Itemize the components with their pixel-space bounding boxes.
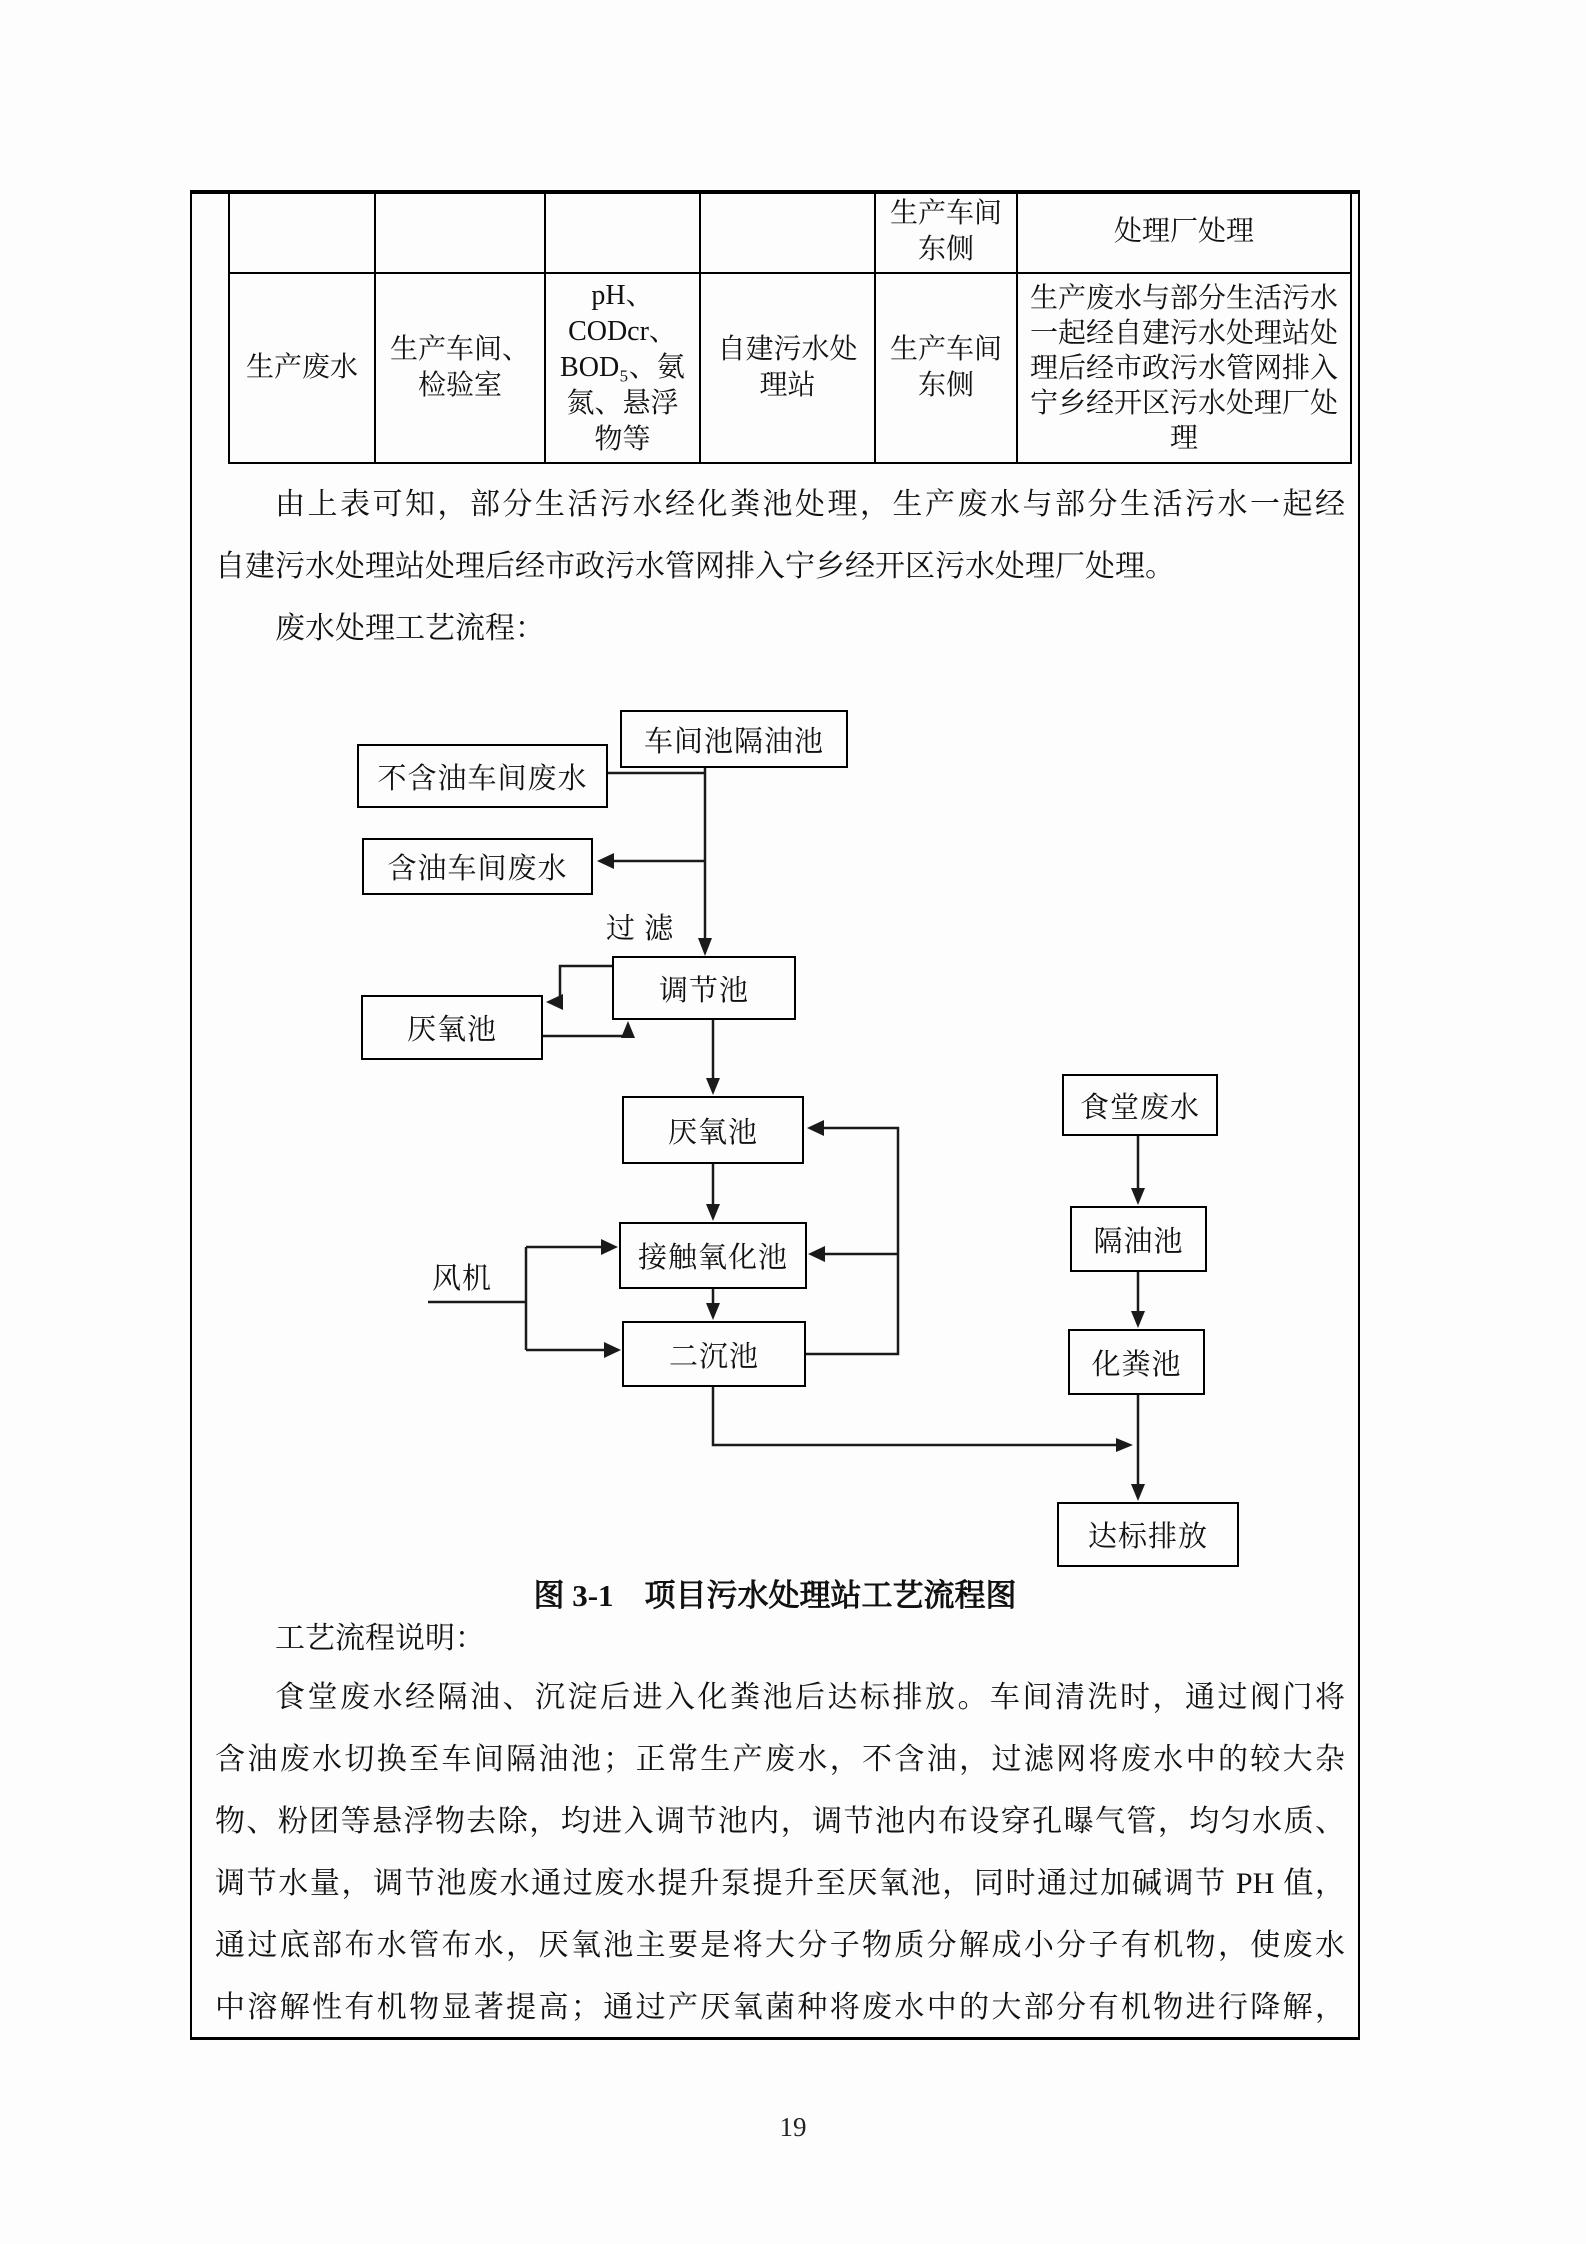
flow-box-contact-oxidation-tank: 接触氧化池 xyxy=(619,1222,807,1289)
page-number: 19 xyxy=(779,2112,807,2142)
description-line: 含油废水切换至车间隔油池；正常生产废水，不含油，过滤网将废水中的较大杂 xyxy=(215,1743,1345,1776)
flow-box-secondary-sedimentation-tank: 二沉池 xyxy=(622,1321,806,1387)
table-cell: 生产车间、检验室 xyxy=(375,273,545,463)
description-line: 通过底部布水管布水，厌氧池主要是将大分子物质分解成小分子有机物，使废水 xyxy=(215,1929,1345,1962)
flow-box-anaerobic-tank-2: 厌氧池 xyxy=(622,1096,804,1164)
table-cell xyxy=(375,191,545,273)
flow-box-grease-trap: 隔油池 xyxy=(1070,1206,1207,1272)
figure-caption: 图 3-1 项目污水处理站工艺流程图 xyxy=(533,1578,1017,1613)
description-line: 食堂废水经隔油、沉淀后进入化粪池后达标排放。车间清洗时，通过阀门将 xyxy=(275,1681,1345,1714)
table-row xyxy=(229,191,1351,273)
paragraph-line: 自建污水处理站处理后经市政污水管网排入宁乡经开区污水处理厂处理。 xyxy=(215,550,1175,583)
flow-label-fan: 风机 xyxy=(432,1263,493,1295)
table-cell: pH、CODcr、BOD₅、氨氮、悬浮物等 xyxy=(545,273,700,463)
table-cell: 处理厂处理 xyxy=(1017,191,1351,273)
flow-box-regulating-tank: 调节池 xyxy=(612,956,796,1020)
flow-label-filter: 过 滤 xyxy=(606,913,675,945)
paragraph-line: 由上表可知，部分生活污水经化粪池处理，生产废水与部分生活污水一起经 xyxy=(275,488,1345,521)
table-cell xyxy=(700,191,875,273)
wastewater-table xyxy=(228,190,1352,464)
flow-box-oily-wastewater: 含油车间废水 xyxy=(362,838,593,895)
paragraph-line: 废水处理工艺流程： xyxy=(275,612,545,645)
table-cell: 生产车间东侧 xyxy=(875,191,1017,273)
flow-box-discharge: 达标排放 xyxy=(1057,1502,1239,1567)
flow-box-workshop-grease-pit: 车间池隔油池 xyxy=(620,710,848,768)
flow-box-canteen-wastewater: 食堂废水 xyxy=(1062,1074,1218,1136)
flow-box-septic-tank: 化粪池 xyxy=(1068,1329,1205,1395)
table-cell xyxy=(229,191,375,273)
flow-box-non-oily-wastewater: 不含油车间废水 xyxy=(357,744,608,808)
flow-box-anaerobic-tank-1: 厌氧池 xyxy=(361,995,543,1060)
table-row xyxy=(229,273,1351,463)
description-line: 物、粉团等悬浮物去除，均进入调节池内，调节池内布设穿孔曝气管，均匀水质、 xyxy=(215,1805,1345,1838)
description-line: 调节水量，调节池废水通过废水提升泵提升至厌氧池，同时通过加碱调节 PH 值， xyxy=(215,1867,1345,1900)
description-title: 工艺流程说明： xyxy=(275,1622,485,1655)
table-cell: 生产废水与部分生活污水一起经自建污水处理站处理后经市政污水管网排入宁乡经开区污水处理厂处理 xyxy=(1017,273,1351,463)
table-cell: 生产车间东侧 xyxy=(875,273,1017,463)
description-line: 中溶解性有机物显著提高；通过产厌氧菌种将废水中的大部分有机物进行降解， xyxy=(215,1991,1345,2024)
table-cell xyxy=(545,191,700,273)
table-cell: 生产废水 xyxy=(229,273,375,463)
table-cell: 自建污水处理站 xyxy=(700,273,875,463)
